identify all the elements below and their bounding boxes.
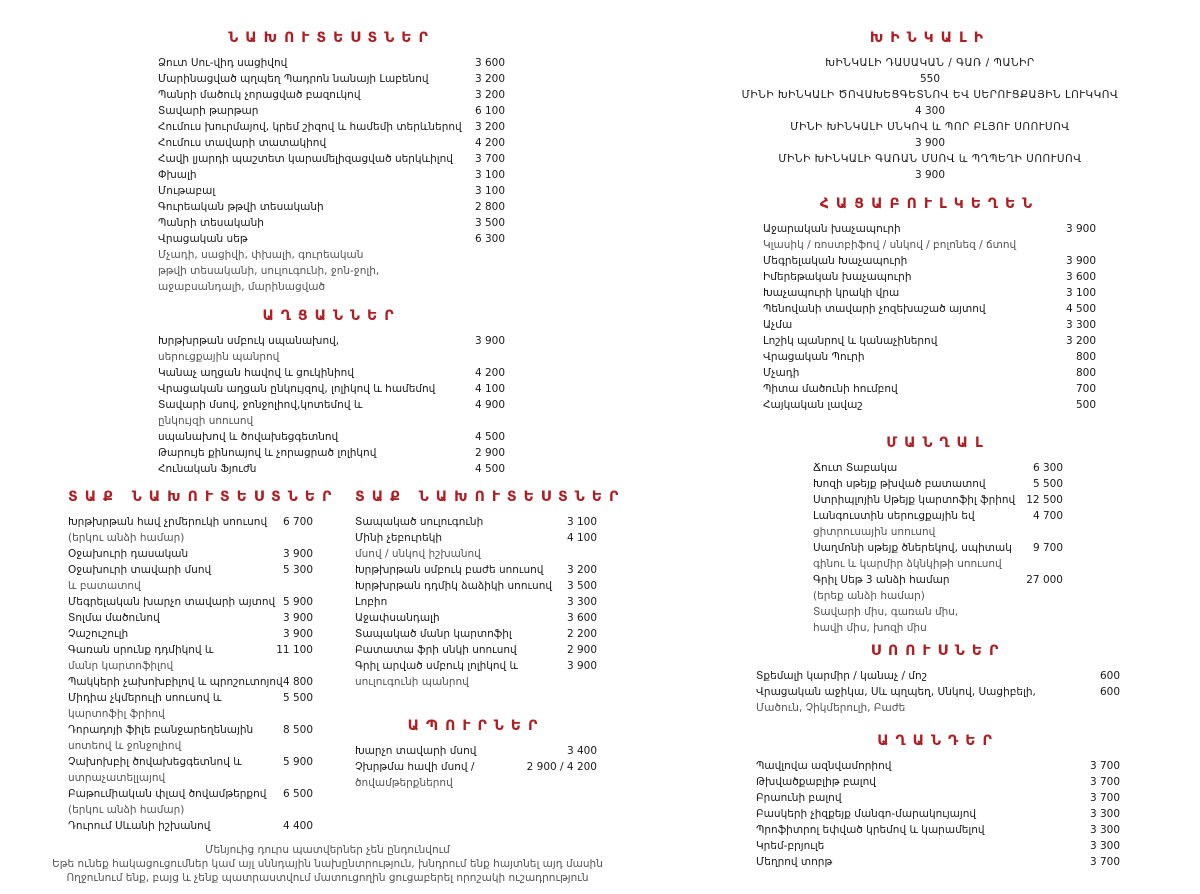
menu-item	[763, 301, 1096, 317]
section-title: ՆԱԽՈՒՏԵՍՏՆԵՐ	[228, 30, 435, 46]
item-price: 3 900	[566, 660, 597, 672]
item-price: 6 300	[1032, 462, 1063, 474]
section-grill	[813, 435, 1063, 636]
item-price: 2 200	[566, 628, 597, 640]
item-name: Վրացական Պուրի	[763, 351, 865, 363]
item-name: Գրիլ Սեթ 3 անձի համար	[813, 574, 950, 586]
menu-item	[68, 546, 313, 562]
menu-item	[763, 333, 1096, 349]
item-price: 5 500	[1032, 478, 1063, 490]
menu-item	[68, 786, 313, 802]
item-name: Տոլմա մածունով	[68, 612, 160, 624]
menu-item	[355, 562, 597, 578]
item-name: Բասկերի չիզքեյք մանգո-մարակույայով	[756, 808, 977, 820]
menu-item	[813, 572, 1063, 588]
item-price: 3 700	[474, 153, 505, 165]
item-price: 3 500	[566, 580, 597, 592]
menu-item	[158, 397, 505, 413]
item-price: 5 500	[282, 692, 313, 704]
menu-item	[158, 445, 505, 461]
item-name: Կանաչ աղցան հավով և ցուկինիով	[158, 367, 354, 379]
menu-item	[355, 743, 597, 759]
item-price: 6 100	[474, 105, 505, 117]
section-cold-starters	[158, 30, 505, 295]
item-name: Դուրում Սևանի իշխանով	[68, 820, 211, 832]
item-price: 700	[1075, 383, 1096, 395]
item-price: 4 300	[914, 105, 946, 117]
menu-item	[355, 578, 597, 594]
item-description: ծովամթերքներով	[355, 777, 453, 789]
item-name: Սաղմոնի սթեյք ծներեկով, սպիտակ	[813, 542, 1012, 554]
section-hot-starters-2	[355, 489, 626, 690]
item-name: Դորադոյի ֆիլե բանջարեղենային	[68, 724, 254, 736]
item-name: Գուրեական թթվի տեսականի	[158, 201, 324, 213]
item-description: հավի միս, խոզի միս	[813, 622, 927, 634]
menu-item	[158, 199, 505, 215]
item-description: սոտեով և ջոնջոլիով	[68, 740, 182, 752]
menu-item	[756, 668, 1120, 684]
menu-item	[763, 381, 1096, 397]
menu-item	[756, 806, 1120, 822]
item-price: 6 500	[282, 788, 313, 800]
item-price: 4 700	[1032, 510, 1063, 522]
item-price: 3 200	[566, 564, 597, 576]
item-description: (երկու անձի համար)	[68, 804, 185, 816]
item-name: Խրթխրթան դդմիկ ձաձիկի սոուսով	[355, 580, 553, 592]
item-name: Ճուտ Տաբակա	[813, 462, 898, 474]
item-name: Չաշուշուլի	[68, 628, 129, 640]
item-description: ստրաչատելլայով	[68, 772, 166, 784]
item-name: ՄԻՆԻ ԽԻՆԿԱԼԻ ԳԱՌԱՆ ՄՍՈՎ և ՊՂՊԵՂԻ ՍՈՈՒՍՈՎ	[778, 153, 1082, 165]
item-price: 3 600	[474, 57, 505, 69]
item-name: Թարույե քինոայով և չորացրած լոլիկով	[158, 447, 377, 459]
menu-item	[763, 349, 1096, 365]
menu-item	[355, 626, 597, 642]
item-price: 3 600	[1065, 271, 1096, 283]
item-price: 4 800	[282, 676, 313, 688]
item-name: Կրեմ-բրյուլե	[756, 840, 825, 852]
item-price: 3 300	[566, 596, 597, 608]
item-name: Թխվածքաբլիթ բալով	[756, 776, 876, 788]
section-title: ՍՈՈՒՍՆԵՐ	[870, 643, 1006, 659]
menu-item	[813, 540, 1063, 556]
menu-item	[763, 221, 1096, 237]
footer-line: Ողջունում ենք, բայց և չենք պատրաստվում մատուցողին ցուցաբերել որոշակի ուշադրություն	[66, 872, 589, 884]
menu-item	[158, 183, 505, 199]
menu-item	[158, 71, 505, 87]
menu-item	[158, 461, 505, 477]
section-khinkali	[740, 30, 1120, 183]
item-price: 3 400	[566, 745, 597, 757]
item-name: Մինի չեբուրեկի	[355, 532, 443, 544]
item-name: Հումուս տավարի տատակիով	[158, 137, 327, 149]
item-name: Փխալի	[158, 169, 197, 181]
menu-item	[158, 381, 505, 397]
item-name: Օջախուրի դասական	[68, 548, 189, 560]
menu-item	[68, 754, 313, 770]
menu-item	[158, 87, 505, 103]
item-price: 600	[1099, 686, 1120, 698]
menu-item	[158, 151, 505, 167]
item-price: 3 300	[1089, 824, 1120, 836]
item-price: 5 900	[282, 756, 313, 768]
section-salads	[158, 308, 505, 477]
item-price: 4 900	[474, 399, 505, 411]
item-price: 9 700	[1032, 542, 1063, 554]
menu-item	[813, 476, 1063, 492]
item-price: 3 700	[1089, 792, 1120, 804]
item-price: 500	[1075, 399, 1096, 411]
item-name: Պրոֆիտրոլ եփված կրեմով և կարամելով	[756, 824, 985, 836]
item-name: Մեգրելական խարչո տավարի այտով	[68, 596, 276, 608]
item-price: 3 300	[1089, 840, 1120, 852]
item-name: Մութաբալ	[158, 185, 216, 197]
item-name: Աջափսանդալի	[355, 612, 440, 624]
item-price: 3 900	[282, 548, 313, 560]
item-name: Տապակած մանր կարտոֆիլ	[355, 628, 512, 640]
item-description: ցիտրուսային սոուսով	[813, 526, 936, 538]
item-name: Պանրի մածուկ չորացված բազուկով	[158, 89, 361, 101]
menu-item	[158, 103, 505, 119]
item-price: 3 900	[1065, 223, 1096, 235]
item-description: թթվի տեսականի, սուլուգունի, ջոն-ջոլի,	[158, 265, 380, 277]
menu-item	[158, 167, 505, 183]
item-price: 4 200	[474, 137, 505, 149]
menu-item	[68, 642, 313, 658]
menu-item	[355, 642, 597, 658]
item-name: ՄԻՆԻ ԽԻՆԿԱԼԻ ԾՈՎԱԽԵՑԳԵՏՆՈՎ ԵՎ ՍԵՐՈՒՑՔԱՅԻՆ ԼՈՒԿԿՈՎ	[741, 89, 1119, 101]
menu-item	[158, 55, 505, 71]
item-name: Հավի լյարդի պաշտետ կարամելիզացված սերկևիլով	[158, 153, 453, 165]
footer-line: Մենյուից դուրս պատվերներ չեն ընդունվում	[205, 844, 450, 856]
item-name: Վրացական սեթ	[158, 233, 248, 245]
item-price: 3 900	[914, 137, 946, 149]
item-description: Մչադի, սացիվի, փխալի, գուրեական	[158, 249, 364, 261]
item-price: 4 500	[474, 431, 505, 443]
item-name: Մեղրով տորթ	[756, 856, 833, 868]
item-name: Վրացական աջիկա, Սև պղպեղ, Սնկով, Սացիբելի,	[756, 686, 1036, 698]
item-description: Տավարի միս, գառան միս,	[813, 606, 959, 618]
item-name: Գառան սրունք դդմիկով և	[68, 644, 214, 656]
item-name: Պավլովա ազնվամորիով	[756, 760, 892, 772]
item-name: Խոզի սթեյք թխված բատատով	[813, 478, 986, 490]
item-price: 3 600	[566, 612, 597, 624]
menu-item	[763, 269, 1096, 285]
menu-item	[68, 818, 313, 834]
menu-item	[756, 684, 1120, 700]
item-name: Բատատա ֆրի սնկի սոուսով	[355, 644, 517, 656]
menu-item	[68, 626, 313, 642]
section-hot-starters-1	[68, 489, 339, 834]
menu-item	[763, 285, 1096, 301]
menu-item	[813, 492, 1063, 508]
menu-item	[756, 838, 1120, 854]
item-price: 600	[1099, 670, 1120, 682]
menu-item	[355, 759, 597, 775]
item-price: 4 100	[566, 532, 597, 544]
item-description: մանր կարտոֆիլով	[68, 660, 174, 672]
footer-notes	[0, 843, 655, 885]
menu-item	[68, 562, 313, 578]
item-name: Տավարի մսով, ջոնջոլիով,կոտեմով և	[158, 399, 363, 411]
menu-item	[68, 674, 313, 690]
item-name: Խարչո տավարի մսով	[355, 745, 477, 757]
item-price: 3 900	[914, 169, 946, 181]
khinkali-list	[740, 55, 1120, 183]
menu-item	[158, 365, 505, 381]
item-name: Ձուտ Սու-վիդ սացիվով	[158, 57, 288, 69]
menu-item	[355, 530, 597, 546]
item-name: Ստրիպլոյին Սթեյք կարտոֆիլ ֆրիով	[813, 494, 1016, 506]
item-price: 3 100	[566, 516, 597, 528]
item-name: Պիտա մածունի հումբով	[763, 383, 898, 395]
menu-item	[68, 514, 313, 530]
item-name: Տապակած սուլուգունի	[355, 516, 484, 528]
item-description: մսով / սնկով իշխանով	[355, 548, 481, 560]
item-price: 3 900	[474, 335, 505, 347]
item-price: 3 200	[474, 121, 505, 133]
menu-item	[756, 790, 1120, 806]
item-name: Տքեմալի կարմիր / կանաչ / մոշ	[756, 670, 927, 682]
item-name: Մարինացված պղպեղ Պադրոն նանայի Լաբենով	[158, 73, 429, 85]
menu-item	[763, 365, 1096, 381]
item-name: Լոբիո	[355, 596, 388, 608]
item-price: 3 700	[1089, 760, 1120, 772]
item-name: Վրացական աղցան ընկույզով, լոլիկով և համեմով	[158, 383, 436, 395]
section-title: ԱՂՑԱՆՆԵՐ	[262, 308, 401, 324]
menu-item	[68, 610, 313, 626]
menu-item	[756, 758, 1120, 774]
menu-item	[756, 774, 1120, 790]
item-price: 4 500	[474, 463, 505, 475]
item-price: 12 500	[1026, 494, 1063, 506]
item-price: 3 100	[474, 185, 505, 197]
item-price: 3 700	[1089, 856, 1120, 868]
item-price: 3 900	[1065, 255, 1096, 267]
item-price: 4 500	[1065, 303, 1096, 315]
item-name: ԽԻՆԿԱԼԻ ԴԱՍԱԿԱՆ / ԳԱՌ / ՊԱՆԻՐ	[825, 57, 1035, 69]
item-price: 2 800	[474, 201, 505, 213]
menu-item	[158, 135, 505, 151]
item-price: 3 900	[282, 628, 313, 640]
item-name: Գրիլ արված սմբուկ լոլիկով և	[355, 660, 519, 672]
menu-item	[68, 690, 313, 706]
menu-item	[355, 610, 597, 626]
item-description: սուլուգունի պանրով	[355, 676, 469, 688]
item-name: սպանախով և ծովախեցգետնով	[158, 431, 339, 443]
section-title: ԽԻՆԿԱԼԻ	[869, 30, 991, 46]
item-price: 3 200	[1065, 335, 1096, 347]
item-name: Տավարի թարթար	[158, 105, 259, 117]
menu-item	[763, 253, 1096, 269]
section-title: ՏԱՔ ՆԱԽՈՒՏԵՍՏՆԵՐ	[68, 489, 339, 505]
menu-item	[355, 514, 597, 530]
item-price: 2 900	[566, 644, 597, 656]
item-price: 6 300	[474, 233, 505, 245]
section-desserts	[756, 733, 1120, 870]
item-price: 3 100	[1065, 287, 1096, 299]
item-name: Խրթխրթան սմբուկ սպանախով,	[158, 335, 340, 347]
item-name: Չխրթմա հավի մսով /	[355, 761, 475, 773]
menu-item	[756, 854, 1120, 870]
item-price: 4 400	[282, 820, 313, 832]
section-sauces	[756, 643, 1120, 716]
menu-item	[158, 429, 505, 445]
menu-item	[158, 333, 505, 349]
section-bakery	[763, 196, 1096, 413]
item-name: Մչադի	[763, 367, 800, 379]
section-title: ՄԱՆՂԱԼ	[886, 435, 990, 451]
menu-item	[355, 594, 597, 610]
menu-item	[756, 822, 1120, 838]
item-name: Խրթխրթան հավ չրմերուկի սոուսով	[68, 516, 268, 528]
item-name: Աջարական խաչապուրի	[763, 223, 901, 235]
item-price: 27 000	[1026, 574, 1063, 586]
item-name: Հայկական լավաշ	[763, 399, 863, 411]
menu-item	[158, 119, 505, 135]
item-description: սերուցքային պանրով	[158, 351, 280, 363]
menu-item	[158, 215, 505, 231]
item-description: (երկու անձի համար)	[68, 532, 185, 544]
item-description: և բատատով	[68, 580, 141, 592]
item-price: 3 900	[282, 612, 313, 624]
item-description: ընկույզի սոուսով	[158, 415, 254, 427]
menu-item	[68, 594, 313, 610]
item-price: 4 200	[474, 367, 505, 379]
item-name: Պենովանի տավարի չոզեխաշած այտով	[763, 303, 986, 315]
item-price: 3 300	[1089, 808, 1120, 820]
item-name: Բրաունի բալով	[756, 792, 842, 804]
item-description: (երեք անձի համար)	[813, 590, 925, 602]
item-name: ՄԻՆԻ ԽԻՆԿԱԼԻ ՍՆԿՈՎ և ՊՈՐ ԲԼՅՈՒ ՍՈՈՒՍՈՎ	[790, 121, 1070, 133]
item-price: 3 200	[474, 73, 505, 85]
item-price: 3 300	[1065, 319, 1096, 331]
item-price: 2 900 / 4 200	[526, 761, 597, 773]
item-description: Կլասիկ / ռոստբիֆով / սնկով / բոլոնեզ / ճտով	[763, 239, 1017, 251]
item-price: 2 900	[474, 447, 505, 459]
item-name: Պանրի տեսականի	[158, 217, 264, 229]
item-price: 800	[1075, 351, 1096, 363]
item-name: Պակկերի չախոխբիլով և պրոշուտոյով	[68, 676, 283, 688]
item-description: Մածուն, Չիկմերուլի, Բաժե	[756, 702, 906, 714]
item-price: 4 100	[474, 383, 505, 395]
item-price: 3 700	[1089, 776, 1120, 788]
menu-item	[763, 397, 1096, 413]
section-title: ԱՂԱՆԴԵՐ	[877, 733, 999, 749]
item-description: աջաբսանդալի, մարինացված	[158, 281, 326, 293]
item-name: Խրթխրթան սմբուկ բաժե սոուսով	[355, 564, 544, 576]
menu-item	[68, 722, 313, 738]
item-description: կարտոֆիլ ֆրիով	[68, 708, 165, 720]
item-price: 11 100	[276, 644, 313, 656]
item-name: Հումուս խուրմայով, կրեմ շիզով և համեմի տերևներով	[158, 121, 462, 133]
menu-item	[355, 658, 597, 674]
section-title: ՀԱՑԱԲՈՒԼԿԵՂԵՆ	[819, 196, 1040, 212]
item-name: Խաչապուրի կրակի վրա	[763, 287, 900, 299]
item-price: 5 900	[282, 596, 313, 608]
menu-item	[763, 317, 1096, 333]
item-name: Բաթումիական փլավ ծովամթերքով	[68, 788, 267, 800]
item-name: Հունական Ֆյուժն	[158, 463, 257, 475]
item-price: 3 500	[474, 217, 505, 229]
item-name: Լոշիկ պանրով և կանաչիներով	[763, 335, 938, 347]
item-price: 800	[1075, 367, 1096, 379]
item-price: 550	[919, 73, 941, 85]
section-soups	[355, 718, 597, 791]
section-title: ՏԱՔ ՆԱԽՈՒՏԵՍՏՆԵՐ	[355, 489, 626, 505]
item-price: 8 500	[282, 724, 313, 736]
footer-line: Եթե ունեք հակացուցումներ կամ այլ սննդային նախընտրություն, խնդրում ենք հայտնել այդ մասին	[52, 858, 603, 870]
item-name: Օջախուրի տավարի մսով	[68, 564, 212, 576]
item-name: Միդիա չկմերուլի սոուսով և	[68, 692, 222, 704]
menu-item	[813, 508, 1063, 524]
menu-item	[813, 460, 1063, 476]
item-name: Չախոխբիլ ծովախեցգետնով և	[68, 756, 242, 768]
item-name: Մեգրելական Խաչապուրի	[763, 255, 908, 267]
section-title: ԱՊՈՒՐՆԵՐ	[407, 718, 545, 734]
item-price: 6 700	[282, 516, 313, 528]
menu-item	[158, 231, 505, 247]
item-price: 3 100	[474, 169, 505, 181]
item-name: Աչմա	[763, 319, 793, 331]
item-description: գինու և կարմիր ձկնկիթի սոուսով	[813, 558, 1002, 570]
item-price: 3 200	[474, 89, 505, 101]
item-name: Իմերեթական խաչապուրի	[763, 271, 912, 283]
item-price: 5 300	[282, 564, 313, 576]
item-name: Լանգուստին սերուցքային եվ	[813, 510, 975, 522]
